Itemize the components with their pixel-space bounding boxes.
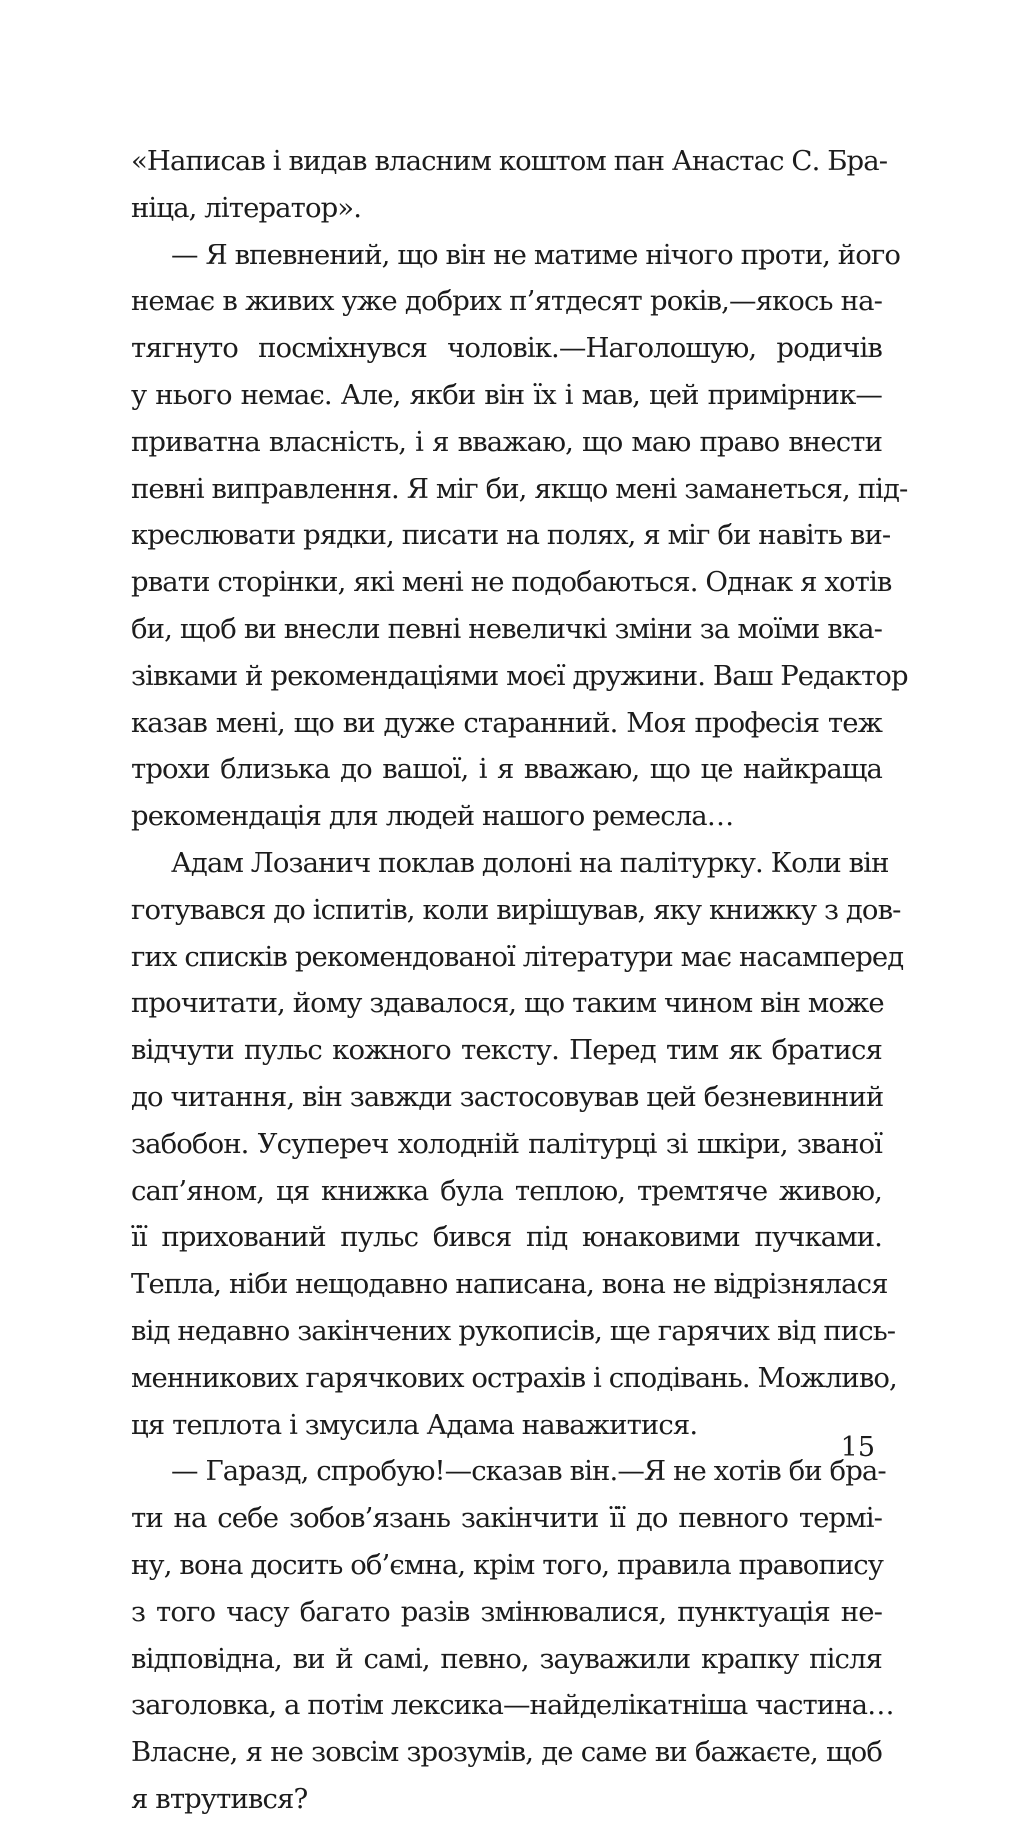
text-line: відповідна, ви й самі, певно, зауважили крапку після [131, 1642, 882, 1675]
text-line: казав мені, що ви дуже старанний. Моя професія теж [131, 706, 882, 739]
text-line: трохи близька до вашої, і я вважаю, що це найкраща [131, 753, 882, 786]
text-line: менникових гарячкових острахів і сподівань. Можливо, [131, 1361, 897, 1394]
text-line: готувався до іспитів, коли вирішував, яку книжку з дов- [131, 893, 901, 926]
text-line: зівками й рекомендаціями моєї дружини. Ваш Редактор [131, 659, 908, 692]
text-line: я втрутився? [131, 1782, 308, 1815]
text-line: гих списків рекомендованої літератури має насамперед [131, 940, 904, 973]
text-line: Адам Лозанич поклав долоні на палітурку. Коли він [171, 846, 889, 879]
page-number: 15 [840, 1432, 875, 1463]
text-line: — Я впевнений, що він не матиме нічого проти, його [171, 238, 901, 271]
text-line: певні виправлення. Я міг би, якщо мені заманеться, під- [131, 472, 908, 505]
text-line: ти на себе зобов’язань закінчити її до певного термі- [131, 1502, 882, 1535]
text-line: сап’яном, ця книжка була теплою, тремтяче живою, [131, 1174, 882, 1207]
text-line: у нього немає. Але, якби він їх і мав, цей примірник— [131, 378, 882, 411]
text-line: ну, вона досить об’ємна, крім того, правила правопису [131, 1548, 884, 1581]
text-line: рекомендація для людей нашого ремесла… [131, 800, 734, 833]
text-line: з того часу багато разів змінювалися, пунктуація не- [131, 1595, 882, 1628]
text-line: тягнуто посміхнувся чоловік.—Наголошую, родичів [131, 332, 882, 365]
text-line: — Гаразд, спробую!—сказав він.—Я не хотів би бра- [171, 1455, 886, 1488]
text-line: ця теплота і змусила Адама наважитися. [131, 1408, 698, 1441]
text-line: Тепла, ніби нещодавно написана, вона не відрізнялася [131, 1268, 888, 1301]
text-line: немає в живих уже добрих п’ятдесят років,—якось на- [131, 285, 882, 318]
text-line: заголовка, а потім лексика—найделікатніша частина… [131, 1689, 894, 1722]
text-line: відчути пульс кожного тексту. Перед тим як братися [131, 1034, 882, 1067]
text-line: забобон. Усупереч холодній палітурці зі шкіри, званої [131, 1127, 882, 1160]
text-line: від недавно закінчених рукописів, ще гарячих від пись- [131, 1314, 896, 1347]
text-line: прочитати, йому здавалося, що таким чином він може [131, 987, 884, 1020]
text-line: її прихований пульс бився під юнаковими пучками. [131, 1221, 882, 1254]
text-line: «Написав і видав власним коштом пан Анастас С. Бра- [131, 145, 888, 177]
text-line: Власне, я не зовсім зрозумів, де саме ви бажаєте, щоб [131, 1736, 882, 1769]
text-line: креслювати рядки, писати на полях, я міг би навіть ви- [131, 519, 891, 552]
text-line: приватна власність, і я вважаю, що маю право внести [131, 425, 882, 458]
text-line: би, щоб ви внесли певні невеличкі зміни за моїми вка- [131, 612, 882, 645]
text-line: до читання, він завжди застосовував цей безневинний [131, 1080, 884, 1113]
body-text [131, 138, 908, 1823]
text-line: рвати сторінки, які мені не подобаються. Однак я хотів [131, 566, 892, 599]
text-line: ніца, літератор». [131, 191, 362, 224]
